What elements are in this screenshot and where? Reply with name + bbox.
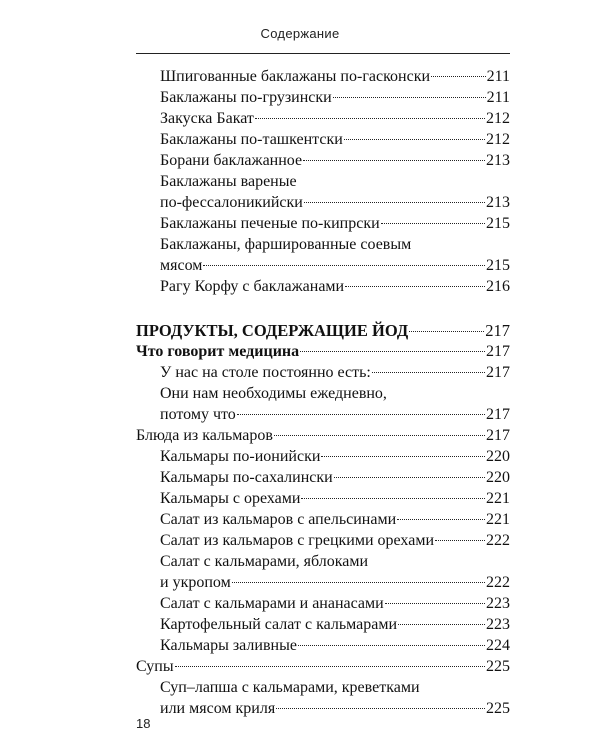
- toc-entry-title: Баклажаны по-ташкентски: [160, 131, 343, 148]
- toc-entry-page: 222: [486, 532, 510, 549]
- toc-entry-page: 213: [486, 194, 510, 211]
- toc-entry[interactable]: [136, 509, 510, 530]
- toc-entry[interactable]: [136, 467, 510, 488]
- toc-entry-title: Картофельный салат с кальмарами: [160, 616, 398, 633]
- toc-entry-title: Шпигованные баклажаны по-гасконски: [160, 68, 431, 85]
- toc-entry-page: 217: [486, 364, 510, 381]
- toc-entry-page: 215: [486, 215, 510, 232]
- toc-entry[interactable]: [136, 66, 510, 87]
- toc-entry-title: Кальмары по-сахалински: [160, 469, 333, 486]
- leader-dots: [298, 645, 485, 646]
- running-header: Содержание: [260, 26, 340, 41]
- table-of-contents: [136, 66, 510, 719]
- leader-dots: [397, 519, 485, 520]
- page-number: 18: [136, 716, 151, 731]
- leader-dots: [435, 540, 485, 541]
- toc-entry[interactable]: [136, 383, 510, 425]
- toc-entry-page: 223: [486, 595, 510, 612]
- leader-dots: [303, 160, 485, 161]
- leader-dots: [276, 708, 485, 709]
- leader-dots: [345, 286, 485, 287]
- toc-entry-page: 211: [486, 68, 510, 85]
- toc-entry-title: У нас на столе постоянно есть:: [160, 364, 371, 381]
- toc-entry-page: 212: [486, 110, 510, 127]
- toc-entry[interactable]: [136, 593, 510, 614]
- toc-entry-page: 217: [486, 406, 510, 423]
- leader-dots: [237, 414, 485, 415]
- toc-entry-title: Рагу Корфу с баклажанами: [160, 278, 345, 295]
- leader-dots: [334, 477, 485, 478]
- toc-entry[interactable]: [136, 276, 510, 297]
- toc-entry-title: Закуска Бакат: [160, 110, 254, 127]
- toc-entry[interactable]: [136, 614, 510, 635]
- toc-entry-title: Кальмары заливные: [160, 637, 297, 654]
- toc-entry-title: Что говорит медицина: [136, 343, 300, 360]
- leader-dots: [304, 202, 485, 203]
- section-spacer: [136, 297, 510, 320]
- toc-entry[interactable]: [136, 171, 510, 213]
- toc-entry[interactable]: [136, 446, 510, 467]
- toc-entry-title: или мясом криля: [160, 700, 276, 717]
- toc-entry-page: 220: [486, 469, 510, 486]
- toc-entry-page: 221: [486, 511, 510, 528]
- toc-entry[interactable]: [136, 530, 510, 551]
- toc-group-eggplant: [136, 66, 510, 297]
- leader-dots: [398, 624, 485, 625]
- leader-dots: [372, 372, 485, 373]
- toc-entry-title: по-фессалоникийски: [160, 194, 303, 211]
- toc-entry[interactable]: [136, 129, 510, 150]
- leader-dots: [333, 97, 486, 98]
- toc-entry-page: 221: [486, 490, 510, 507]
- toc-section-iodine[interactable]: [136, 320, 510, 341]
- toc-entry-page: 215: [486, 257, 510, 274]
- toc-entry-page: 217: [486, 343, 510, 360]
- leader-dots: [175, 666, 485, 667]
- toc-entry-page: 216: [486, 278, 510, 295]
- toc-entry[interactable]: [136, 234, 510, 276]
- toc-entry-title-line1: Баклажаны, фаршированные соевым: [160, 236, 412, 253]
- toc-entry[interactable]: [136, 635, 510, 656]
- toc-entry-title: Баклажаны по-грузински: [160, 89, 332, 106]
- leader-dots: [409, 331, 484, 332]
- toc-entry-title: Кальмары по-ионийски: [160, 448, 321, 465]
- leader-dots: [344, 139, 485, 140]
- toc-entry[interactable]: [136, 150, 510, 171]
- leader-dots: [301, 498, 485, 499]
- toc-entry-title: мясом: [160, 257, 203, 274]
- toc-entry-page: 224: [486, 637, 510, 654]
- toc-entry[interactable]: [136, 551, 510, 593]
- toc-entry-page: 211: [486, 89, 510, 106]
- leader-dots: [274, 435, 485, 436]
- leader-dots: [255, 118, 485, 119]
- toc-entry[interactable]: [136, 87, 510, 108]
- toc-entry-page: 213: [486, 152, 510, 169]
- toc-entry[interactable]: [136, 677, 510, 719]
- toc-entry-title-line1: Они нам необходимы ежедневно,: [160, 385, 387, 402]
- toc-entry-title-line1: Суп–лапша с кальмарами, креветками: [160, 679, 420, 696]
- toc-entry-page: 225: [486, 658, 510, 675]
- toc-entry-page: 212: [486, 131, 510, 148]
- toc-subsection-medicine[interactable]: [136, 341, 510, 362]
- toc-entry-title: Борани баклажанное: [160, 152, 303, 169]
- toc-group-medicine: [136, 362, 510, 425]
- toc-entry[interactable]: [136, 488, 510, 509]
- toc-entry[interactable]: [136, 362, 510, 383]
- toc-group-squid: [136, 446, 510, 656]
- leader-dots: [385, 603, 485, 604]
- leader-dots: [381, 223, 485, 224]
- toc-entry-page: 225: [486, 700, 510, 717]
- toc-entry-page: 217: [486, 427, 510, 444]
- toc-entry-title-line1: Салат с кальмарами, яблоками: [160, 553, 369, 570]
- leader-dots: [321, 456, 485, 457]
- leader-dots: [300, 351, 485, 352]
- toc-entry-title: и укропом: [160, 574, 231, 591]
- toc-entry-title: Супы: [136, 658, 174, 675]
- toc-entry-title: потому что: [160, 406, 236, 423]
- toc-entry-title: Салат с кальмарами и ананасами: [160, 595, 384, 612]
- toc-entry-title: Кальмары с орехами: [160, 490, 301, 507]
- toc-entry-page: 217: [485, 321, 510, 340]
- toc-entry-title: Блюда из кальмаров: [136, 427, 273, 444]
- toc-subsection-squid[interactable]: [136, 425, 510, 446]
- toc-entry-page: 220: [486, 448, 510, 465]
- toc-entry-title-line1: Баклажаны вареные: [160, 173, 297, 190]
- toc-group-soups: [136, 677, 510, 719]
- toc-entry-page: 222: [486, 574, 510, 591]
- toc-entry[interactable]: [136, 108, 510, 129]
- toc-entry-title: Салат из кальмаров с апельсинами: [160, 511, 397, 528]
- toc-entry-title: Салат из кальмаров с грецкими орехами: [160, 532, 435, 549]
- header-rule: [136, 53, 510, 54]
- toc-entry-title: Баклажаны печеные по-кипрски: [160, 215, 380, 232]
- toc-entry-page: 223: [486, 616, 510, 633]
- toc-entry[interactable]: [136, 213, 510, 234]
- toc-subsection-soups[interactable]: [136, 656, 510, 677]
- leader-dots: [203, 265, 485, 266]
- toc-entry-title: ПРОДУКТЫ, СОДЕРЖАЩИЕ ЙОД: [136, 321, 409, 340]
- leader-dots: [232, 582, 485, 583]
- leader-dots: [431, 76, 486, 77]
